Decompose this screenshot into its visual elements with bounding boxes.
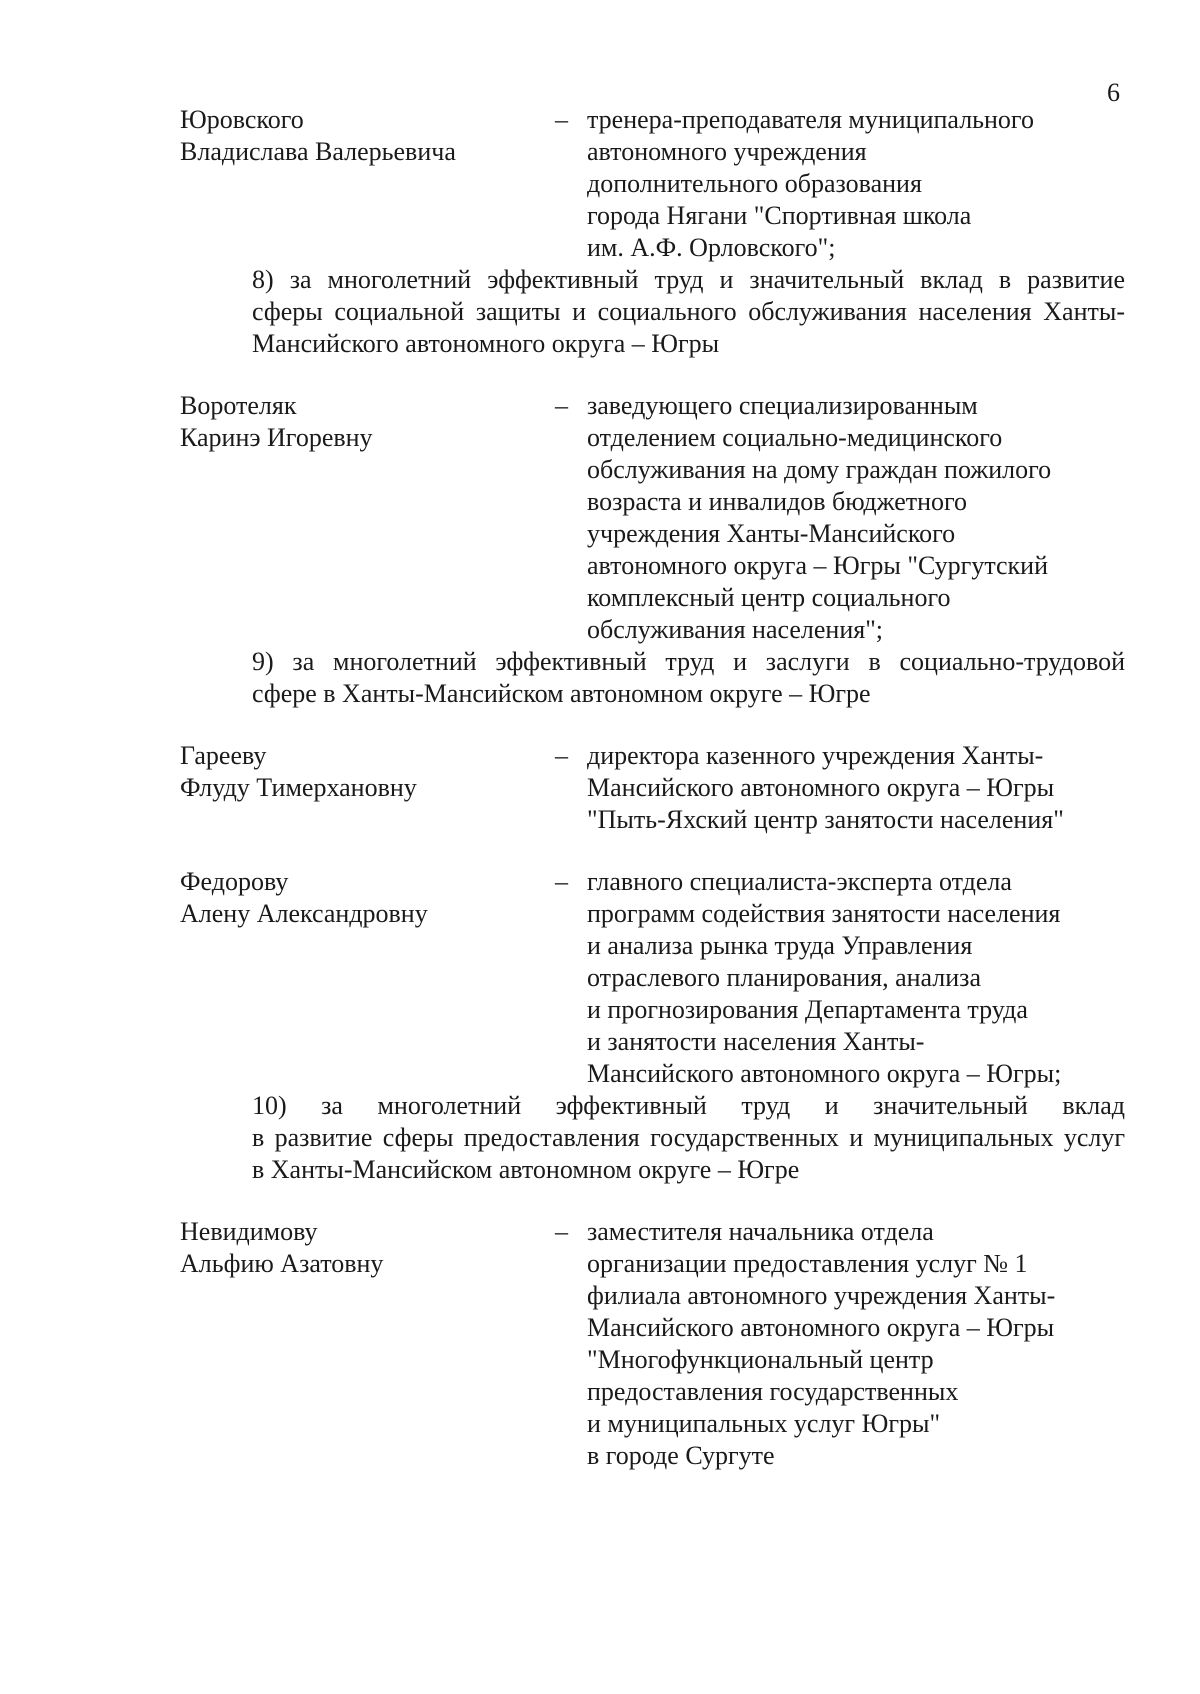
recipient-position-line: обслуживания на дому граждан пожилого: [587, 455, 1052, 484]
entry-dash: –: [555, 867, 568, 896]
entry-dash: –: [555, 1217, 568, 1246]
award-entry: [180, 866, 1125, 1090]
recipient-position-line: заведующего специализированным: [587, 391, 978, 420]
section-heading-line: в Ханты-Мансийском автономном округе – Югре: [252, 1155, 800, 1184]
section-heading-line: сферы социальной защиты и социального обслуживания населения Ханты-: [252, 297, 1125, 326]
recipient-name-line: Воротеляк: [180, 391, 297, 420]
recipient-position-line: главного специалиста-эксперта отдела: [587, 867, 1012, 896]
section-heading-line: 9) за многолетний эффективный труд и заслуги в социально-трудовой: [252, 647, 1125, 676]
section-heading-line: Мансийского автономного округа – Югры: [252, 329, 720, 358]
recipient-position-line: комплексный центр социального: [587, 583, 951, 612]
section-heading-line: сфере в Ханты-Мансийском автономном округе – Югре: [252, 679, 871, 708]
recipient-position: [587, 740, 1125, 836]
recipient-position: [587, 104, 1125, 264]
recipient-position-line: учреждения Ханты-Мансийского: [587, 519, 956, 548]
recipient-position-line: города Нягани "Спортивная школа: [587, 201, 972, 230]
award-entry: [180, 104, 1125, 264]
recipient-position-line: автономного учреждения: [587, 137, 867, 166]
recipient-position-line: возраста и инвалидов бюджетного: [587, 487, 968, 516]
recipient-name-line: Альфию Азатовну: [180, 1249, 384, 1278]
recipient-position-line: в городе Сургуте: [587, 1441, 775, 1470]
section-heading-line: 8) за многолетний эффективный труд и значительный вклад в развитие: [252, 265, 1125, 294]
recipient-position: [587, 1216, 1125, 1472]
entry-dash: –: [555, 391, 568, 420]
award-entry: [180, 1216, 1125, 1472]
section-heading-line: в развитие сферы предоставления государственных и муниципальных услуг: [252, 1123, 1125, 1152]
recipient-position-line: и прогнозирования Департамента труда: [587, 995, 1028, 1024]
recipient-position-line: филиала автономного учреждения Ханты-: [587, 1281, 1056, 1310]
recipient-name: [180, 740, 555, 804]
section-heading-8: [180, 264, 1125, 360]
spacer: [180, 710, 1125, 740]
recipient-position: [587, 866, 1125, 1090]
page-number: 6: [1107, 78, 1120, 107]
recipient-name-line: Юровского: [180, 105, 304, 134]
recipient-name-line: Алену Александровну: [180, 899, 428, 928]
recipient-name-line: Флуду Тимерхановну: [180, 773, 417, 802]
spacer: [180, 360, 1125, 390]
recipient-position-line: дополнительного образования: [587, 169, 922, 198]
recipient-position-line: директора казенного учреждения Ханты-: [587, 741, 1044, 770]
recipient-position-line: Мансийского автономного округа – Югры;: [587, 1059, 1062, 1088]
recipient-name-line: Невидимову: [180, 1217, 318, 1246]
recipient-name-line: Федорову: [180, 867, 289, 896]
recipient-position-line: "Пыть-Яхский центр занятости населения": [587, 805, 1064, 834]
recipient-position-line: тренера-преподавателя муниципального: [587, 105, 1034, 134]
recipient-position-line: Мансийского автономного округа – Югры: [587, 773, 1055, 802]
recipient-position-line: Мансийского автономного округа – Югры: [587, 1313, 1055, 1342]
recipient-name-line: Владислава Валерьевича: [180, 137, 456, 166]
entry-dash: –: [555, 105, 568, 134]
recipient-position-line: организации предоставления услуг № 1: [587, 1249, 1028, 1278]
recipient-position-line: отделением социально-медицинского: [587, 423, 1003, 452]
recipient-position-line: и анализа рынка труда Управления: [587, 931, 973, 960]
recipient-name-line: Каринэ Игоревну: [180, 423, 373, 452]
recipient-position-line: автономного округа – Югры "Сургутский: [587, 551, 1048, 580]
recipient-position-line: и занятости населения Ханты-: [587, 1027, 925, 1056]
award-entry: [180, 740, 1125, 836]
award-entry: [180, 390, 1125, 646]
recipient-position-line: "Многофункциональный центр: [587, 1345, 934, 1374]
recipient-position-line: обслуживания населения";: [587, 615, 884, 644]
spacer: [180, 1186, 1125, 1216]
spacer: [180, 836, 1125, 866]
recipient-position-line: им. А.Ф. Орловского";: [587, 233, 836, 262]
recipient-position-line: заместителя начальника отдела: [587, 1217, 934, 1246]
recipient-name: [180, 866, 555, 930]
document-body: [180, 104, 1125, 1472]
recipient-position: [587, 390, 1125, 646]
recipient-name: [180, 104, 555, 168]
recipient-position-line: и муниципальных услуг Югры": [587, 1409, 941, 1438]
recipient-name-line: Гарееву: [180, 741, 267, 770]
section-heading-line: 10) за многолетний эффективный труд и значительный вклад: [252, 1091, 1125, 1120]
entry-dash: –: [555, 741, 568, 770]
recipient-position-line: предоставления государственных: [587, 1377, 959, 1406]
recipient-position-line: отраслевого планирования, анализа: [587, 963, 981, 992]
recipient-position-line: программ содействия занятости населения: [587, 899, 1061, 928]
section-heading-9: [180, 646, 1125, 710]
recipient-name: [180, 390, 555, 454]
section-heading-10: [180, 1090, 1125, 1186]
recipient-name: [180, 1216, 555, 1280]
